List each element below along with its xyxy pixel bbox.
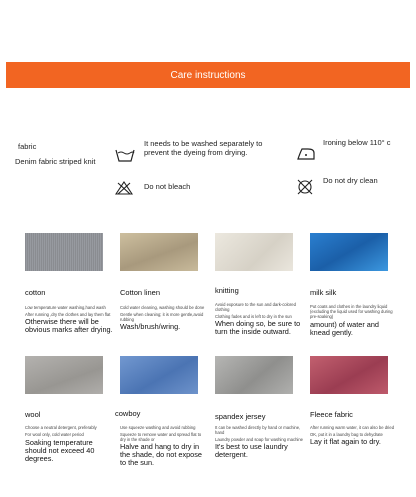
iron-icon [296, 147, 316, 166]
milk-silk-swatch [310, 233, 388, 271]
desc-small-1: After running warm water, it can also be dried [310, 425, 395, 430]
no-dry-clean-icon [296, 178, 314, 201]
care-wash-text: It needs to be washed separately to prevent the dyeing from drying. [144, 139, 263, 157]
desc-small-2: Squeeze to remove water and spread flat to dry in the shade or [120, 432, 202, 442]
material-desc-cowboy [120, 425, 208, 467]
cowboy-swatch [120, 356, 198, 394]
material-desc-spandex-jersey [215, 425, 303, 459]
material-label-cowboy: cowboy [115, 409, 141, 418]
material-label-wool: wool [25, 410, 41, 419]
desc-big: Soaking temperature should not exceed 40 degrees. [25, 438, 95, 463]
material-label-milk-silk: milk silk [310, 288, 337, 297]
desc-small-2: After running ,dry the clothes and lay them flat [25, 312, 111, 317]
material-label-cotton: cotton [25, 288, 46, 297]
material-desc-cotton [25, 305, 113, 334]
desc-big: Otherwise there will be obvious marks after drying. [25, 317, 113, 334]
material-label-cotton-linen: Cotton linen [120, 288, 161, 297]
cotton-linen-swatch [120, 233, 198, 271]
no-bleach-icon [115, 181, 133, 200]
material-label-knitting: knitting [215, 286, 239, 295]
desc-small-2: OK, put it in a laundry bag to dehydrate [310, 432, 383, 437]
desc-big: Wash/brush/wring. [120, 322, 181, 331]
care-instructions-banner [6, 62, 410, 88]
care-bleach-text: Do not bleach [144, 182, 191, 191]
material-desc-milk-silk [310, 304, 398, 337]
material-desc-cotton-linen [120, 305, 208, 331]
banner-title: Care instructions [170, 69, 246, 81]
material-desc-wool [25, 425, 113, 463]
desc-small-1: Use squeeze washing and avoid rubbing [120, 425, 196, 430]
desc-small-2: Laundry powder and soap for washing machine [215, 437, 303, 442]
spandex-jersey-swatch [215, 356, 293, 394]
wash-tub-icon [115, 148, 135, 167]
care-iron-text: Ironing below 110° c [323, 138, 391, 147]
desc-small-1: Avoid exposure to the sun and dark-colored clothing [215, 302, 296, 312]
desc-small-1: Cold water cleaning, washing should be done [120, 305, 205, 310]
desc-big: It's best to use laundry detergent. [215, 442, 288, 459]
care-dryclean-text: Do not dry clean [323, 176, 378, 185]
desc-big: When doing so, be sure to turn the inside outward. [215, 319, 301, 336]
material-desc-fleece-fabric [310, 425, 398, 446]
desc-small-1: Choose a neutral detergent, preferably [25, 425, 97, 430]
desc-big: Lay it flat again to dry. [310, 437, 381, 446]
desc-small-1: Low temperature water washing,hand wash [25, 305, 106, 310]
desc-small-1: It can be washed directly by hand or machine, hand [215, 425, 301, 435]
material-label-spandex-jersey: spandex jersey [215, 412, 266, 421]
fabric-value: Denim fabric striped knit [15, 157, 96, 166]
material-label-fleece-fabric: Fleece fabric [310, 410, 353, 419]
desc-small-2: For wool only, cold water period [25, 432, 84, 437]
knitting-swatch [215, 233, 293, 271]
desc-small-1: Put coats and clothes in the laundry liquid (excluding the liquid used for washing during pre-soaking) [310, 304, 393, 319]
wool-swatch [25, 356, 103, 394]
desc-big: amount) of water and knead gently. [310, 320, 379, 337]
cotton-swatch [25, 233, 103, 271]
desc-big: Halve and hang to dry in the shade, do not expose to the sun. [120, 442, 202, 467]
material-desc-knitting [215, 302, 303, 336]
desc-small-2: Gentle when cleaning; it is more gentle,avoid rubbing [120, 312, 204, 322]
fleece-fabric-swatch [310, 356, 388, 394]
fabric-label: fabric [18, 142, 37, 151]
desc-small-2: Clothing fades and is left to dry in the sun [215, 314, 292, 319]
